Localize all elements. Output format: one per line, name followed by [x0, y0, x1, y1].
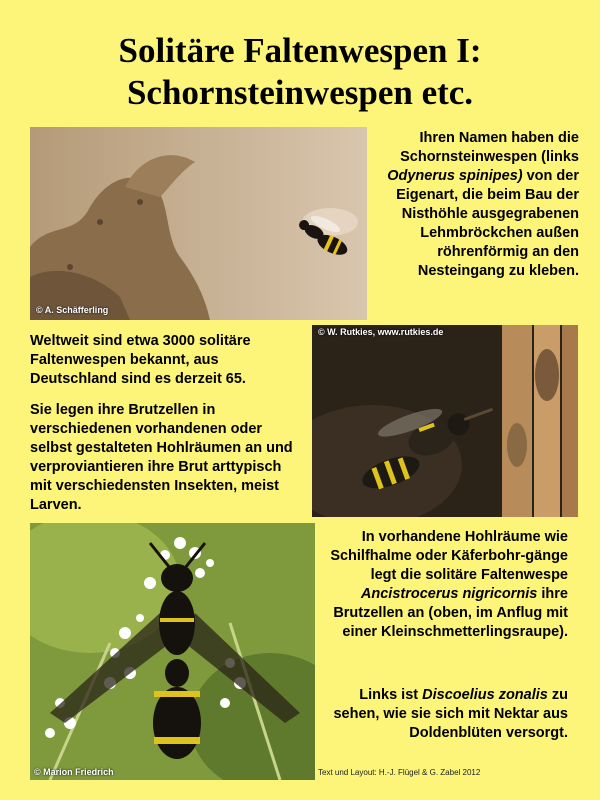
photo-odynerus-spinipes [30, 127, 367, 320]
photo-ancistrocerus-nigricornis [312, 325, 578, 517]
photo3-credit: © Marion Friedrich [34, 767, 114, 777]
photo1-credit: © A. Schäfferling [36, 305, 109, 315]
page-title [0, 30, 600, 114]
photo-discoelius-zonalis [30, 523, 315, 780]
species-odynerus-spinipes: Odynerus spinipes) [387, 168, 523, 184]
photo-ancistrocerus-graphic [312, 325, 578, 517]
section-statistics-text [30, 332, 305, 515]
photo-discoelius-graphic [30, 523, 315, 780]
section-ancistrocerus-text: In vorhandene Hohlräume wie Schilfhalme oder Käferbohr-gänge legt die solitäre Faltenwespe Ancistrocerus nigricornis ihre Brutzellen an (oben, im Anflug mit einer Kleinschmetterlingsraupe). [330, 529, 568, 640]
section-discoelius-text: Links ist Discoelius zonalis zu sehen, wie sie sich mit Nektar aus Doldenblüten versorgt. [333, 687, 568, 741]
photo2-credit: © W. Rutkies, www.rutkies.de [318, 327, 444, 337]
species-ancistrocerus-nigricornis: Ancistrocerus nigricornis [360, 586, 538, 602]
statistics-paragraph-1: Weltweit sind etwa 3000 solitäre Faltenwespen bekannt, aus Deutschland sind es derzeit 65. [30, 333, 251, 387]
statistics-paragraph-2: Sie legen ihre Brutzellen in verschiedenen vorhandenen oder selbst gestalteten Hohlräumen an und verproviantieren ihre Brut arttypisch mit verschiedensten Insekten, meist Larven. [30, 402, 293, 513]
species-discoelius-zonalis: Discoelius zonalis [422, 687, 548, 703]
title-line-2: Schornsteinwespen etc. [126, 73, 474, 112]
section-odynerus-text: Ihren Namen haben die Schornsteinwespen (links Odynerus spinipes) von der Eigenart, die beim Bau der Nisthöhle ausgegrabenen Lehmbröckchen außen röhrenförmig an den Nesteingang zu kleben. [387, 130, 579, 279]
photo-odynerus-graphic [30, 127, 367, 320]
footer-credit: Text und Layout: H.-J. Flügel & G. Zabel 2012 [318, 768, 481, 777]
title-line-1: Solitäre Faltenwespen I: [118, 31, 482, 70]
